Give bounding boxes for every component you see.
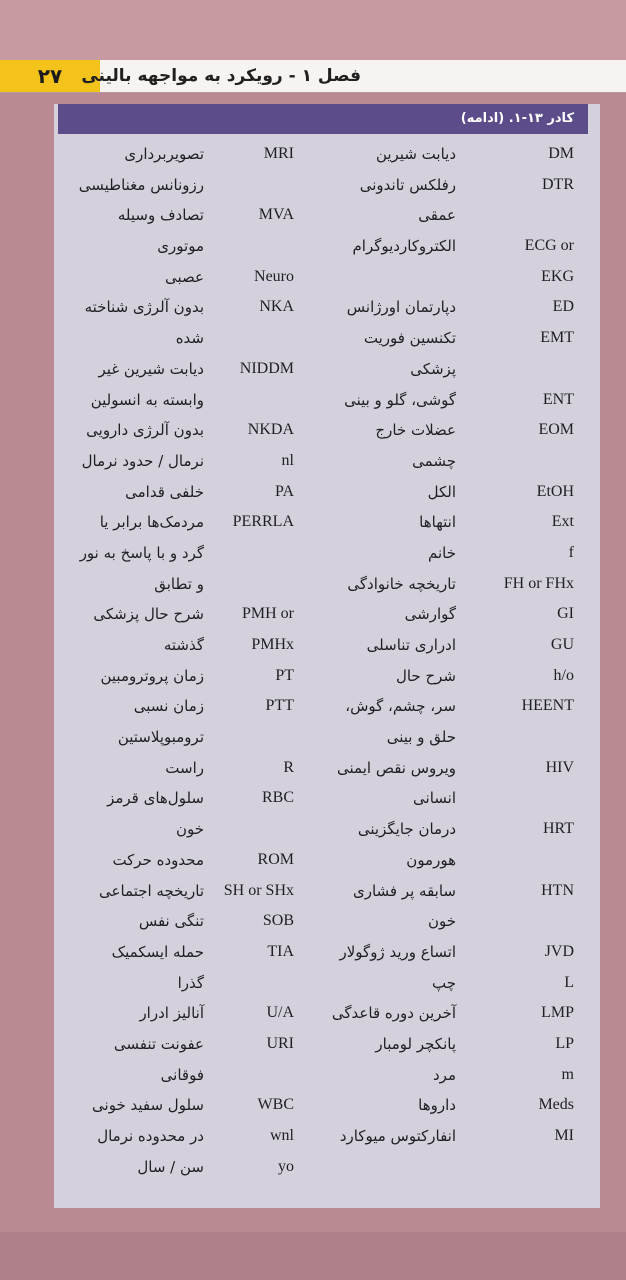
definition-left: آنالیز ادرار xyxy=(139,1004,204,1023)
abbreviation-left: MVA xyxy=(258,206,294,224)
abbreviation-left: NKDA xyxy=(247,421,294,439)
definition-right: درمان جایگزینی xyxy=(357,820,456,839)
abbreviation-left: WBC xyxy=(257,1096,294,1114)
definition-left: عصبی xyxy=(165,267,204,286)
table-row xyxy=(56,200,596,231)
abbreviation-left: SOB xyxy=(262,912,294,930)
abbreviation-right: ECG or xyxy=(524,237,574,255)
definition-right: پانکچر لومبار xyxy=(375,1034,456,1053)
abbreviation-right: LMP xyxy=(541,1004,574,1022)
abbreviation-left: PMHx xyxy=(251,636,294,653)
abbreviation-right: DTR xyxy=(542,175,574,193)
table-row xyxy=(56,1090,596,1121)
definition-left: سلول سفید خونی xyxy=(92,1096,204,1115)
definition-right: انتهاها xyxy=(419,513,456,532)
definition-left: حمله ایسکمیک xyxy=(111,942,204,961)
table-row xyxy=(56,998,596,1029)
abbreviation-right: EKG xyxy=(541,267,574,285)
definition-left: محدوده حرکت xyxy=(112,850,204,869)
definition-left: شده xyxy=(175,329,204,348)
table-row xyxy=(56,691,596,722)
definition-left: تصادف وسیله xyxy=(117,206,204,225)
abbreviation-right: HIV xyxy=(545,758,574,776)
definition-left: گذشته xyxy=(163,636,204,654)
page-top-band xyxy=(0,0,626,60)
abbreviation-right: HTN xyxy=(541,881,574,899)
definition-left: خلفی قدامی xyxy=(125,482,204,501)
definition-right: گوارشی xyxy=(404,605,456,624)
definition-left: زمان نسبی xyxy=(133,697,204,716)
definition-right: چشمی xyxy=(412,451,456,470)
page-number: ۲۷ xyxy=(0,60,100,92)
definition-right: سر، چشم، گوش، xyxy=(345,697,456,716)
abbreviation-right: HRT xyxy=(542,820,574,838)
abbreviation-left: PT xyxy=(275,666,294,684)
definition-left: موتوری xyxy=(157,237,204,256)
definition-right: تکنسین فوریت xyxy=(363,329,456,348)
abbreviation-right: L xyxy=(564,973,574,991)
table-row xyxy=(56,1152,596,1183)
table-row xyxy=(56,170,596,201)
definition-left: شرح حال پزشکی xyxy=(93,605,204,624)
definition-right: دیابت شیرین xyxy=(375,145,456,163)
definition-right: تاریخچه خانوادگی xyxy=(347,574,456,593)
table-row xyxy=(56,630,596,661)
definition-right: مرد xyxy=(433,1065,456,1084)
abbreviation-left: TIA xyxy=(267,942,294,960)
abbreviation-left: PA xyxy=(275,482,294,500)
definition-right: الکل xyxy=(427,482,456,501)
definition-right: حلق و بینی xyxy=(386,728,456,747)
table-row xyxy=(56,262,596,293)
definition-left: فوقانی xyxy=(160,1065,204,1084)
abbreviation-right: m xyxy=(561,1065,574,1083)
abbreviation-left: RBC xyxy=(261,789,294,807)
table-row xyxy=(56,599,596,630)
table-row xyxy=(56,661,596,692)
definition-right: انسانی xyxy=(413,789,456,808)
abbreviation-left: NKA xyxy=(259,298,294,316)
definition-left: زمان پروترومبین xyxy=(100,666,204,685)
definition-right: دپارتمان اورژانس xyxy=(346,298,456,317)
abbreviation-left: wnl xyxy=(270,1127,294,1144)
definition-left: بدون آلرژی شناخته xyxy=(84,298,204,317)
definition-left: خون xyxy=(175,820,204,839)
definition-right: الکتروکاردیوگرام xyxy=(352,237,456,256)
definition-right: شرح حال xyxy=(395,666,456,685)
table-row xyxy=(56,385,596,416)
abbreviation-right: LP xyxy=(555,1034,574,1052)
definition-right: عمقی xyxy=(418,206,456,225)
abbreviation-right: h/o xyxy=(553,666,574,684)
definition-left: وابسته به انسولین xyxy=(90,390,204,409)
table-row xyxy=(56,1029,596,1060)
table-row xyxy=(56,569,596,600)
definition-left: گرد و با پاسخ به نور xyxy=(79,543,204,562)
definition-left: ترومبوپلاستین xyxy=(117,728,204,747)
table-row xyxy=(56,538,596,569)
abbreviation-left: PMH or xyxy=(241,605,294,623)
abbreviation-right: ENT xyxy=(542,390,574,408)
table-row xyxy=(56,845,596,876)
table-row xyxy=(56,477,596,508)
abbreviation-left: U/A xyxy=(266,1004,294,1022)
definition-left: بدون آلرژی دارویی xyxy=(86,421,204,440)
definition-left: تاریخچه اجتماعی xyxy=(99,881,204,900)
definition-left: تصویربرداری xyxy=(124,145,204,163)
abbreviation-right: Ext xyxy=(551,513,574,531)
table-row xyxy=(56,292,596,323)
definition-left: عفونت تنفسی xyxy=(113,1034,204,1053)
definition-right: گوشی، گلو و بینی xyxy=(344,390,456,409)
definition-right: سابقه پر فشاری xyxy=(352,881,456,900)
table-row xyxy=(56,1060,596,1091)
table-row xyxy=(56,1121,596,1152)
abbreviation-right: MI xyxy=(554,1127,574,1144)
abbreviation-right: Meds xyxy=(538,1096,574,1114)
definition-right: آخرین دوره قاعدگی xyxy=(331,1004,456,1023)
definition-right: خون xyxy=(427,912,456,931)
abbreviation-left: ROM xyxy=(257,850,294,868)
definition-left: تنگی نفس xyxy=(138,912,204,931)
definition-right: چپ xyxy=(431,973,456,992)
abbreviation-right: f xyxy=(568,543,574,561)
abbreviation-left: MRI xyxy=(263,145,294,162)
definition-right: خانم xyxy=(427,543,456,562)
table-row xyxy=(56,722,596,753)
abbreviation-table xyxy=(56,139,596,1182)
table-row xyxy=(56,139,596,170)
definition-right: ویروس نقص ایمنی xyxy=(337,758,456,777)
abbreviation-right: JVD xyxy=(544,942,574,960)
abbreviation-right: DM xyxy=(548,145,574,162)
definition-left: سن / سال xyxy=(137,1157,204,1176)
definition-right: ادراری تناسلی xyxy=(366,636,456,654)
box-title: کادر ۱۳-۱. (ادامه) xyxy=(58,104,588,134)
definition-left: نرمال / حدود نرمال xyxy=(81,451,204,470)
abbreviation-left: PTT xyxy=(265,697,294,715)
definition-left: رزونانس مغناطیسی xyxy=(78,175,204,194)
abbreviation-right: EMT xyxy=(540,329,574,347)
chapter-title: فصل ۱ - رویکرد به مواجهه بالینی xyxy=(81,66,361,86)
definition-right: پزشکی xyxy=(410,359,456,378)
abbreviation-right: ED xyxy=(552,298,574,316)
definition-right: اتساع ورید ژوگولار xyxy=(339,942,456,961)
abbreviation-right: FH or FHx xyxy=(503,574,574,592)
table-row xyxy=(56,814,596,845)
definition-left: دیابت شیرین غیر xyxy=(98,359,204,378)
abbreviation-left: nl xyxy=(281,451,294,469)
abbreviation-right: EtOH xyxy=(536,482,574,500)
page-bottom-band xyxy=(0,1232,626,1280)
table-row xyxy=(56,415,596,446)
definition-left: سلول‌های قرمز xyxy=(107,789,204,808)
abbreviation-left: SH or SHx xyxy=(223,881,294,899)
abbreviation-left: NIDDM xyxy=(239,359,294,377)
table-row xyxy=(56,323,596,354)
abbreviation-left: URI xyxy=(266,1034,294,1052)
abbreviation-right: GI xyxy=(557,605,574,623)
abbreviation-right: GU xyxy=(550,636,574,653)
abbreviation-left: yo xyxy=(278,1157,294,1175)
table-row xyxy=(56,937,596,968)
table-row xyxy=(56,753,596,784)
definition-left: راست xyxy=(165,758,204,777)
definition-left: گذرا xyxy=(177,973,204,992)
definition-left: در محدوده نرمال xyxy=(97,1127,204,1145)
abbreviation-right: EOM xyxy=(538,421,574,439)
definition-right: هورمون xyxy=(406,850,456,869)
table-row xyxy=(56,906,596,937)
table-row xyxy=(56,968,596,999)
definition-right: انفارکتوس میوکارد xyxy=(339,1127,456,1145)
abbreviation-left: PERRLA xyxy=(232,513,294,531)
definition-right: عضلات خارج xyxy=(375,421,456,440)
table-row xyxy=(56,783,596,814)
table-row xyxy=(56,876,596,907)
definition-right: رفلکس تاندونی xyxy=(359,175,456,194)
definition-left: و تطابق xyxy=(154,574,204,593)
table-row xyxy=(56,446,596,477)
table-row xyxy=(56,231,596,262)
abbreviation-left: Neuro xyxy=(254,267,294,285)
definition-right: داروها xyxy=(418,1096,456,1115)
definition-left: مردمک‌ها برابر یا xyxy=(99,513,204,532)
table-row xyxy=(56,507,596,538)
page-header xyxy=(0,60,626,93)
abbreviation-left: R xyxy=(283,758,294,776)
table-row xyxy=(56,354,596,385)
abbreviation-right: HEENT xyxy=(521,697,574,715)
